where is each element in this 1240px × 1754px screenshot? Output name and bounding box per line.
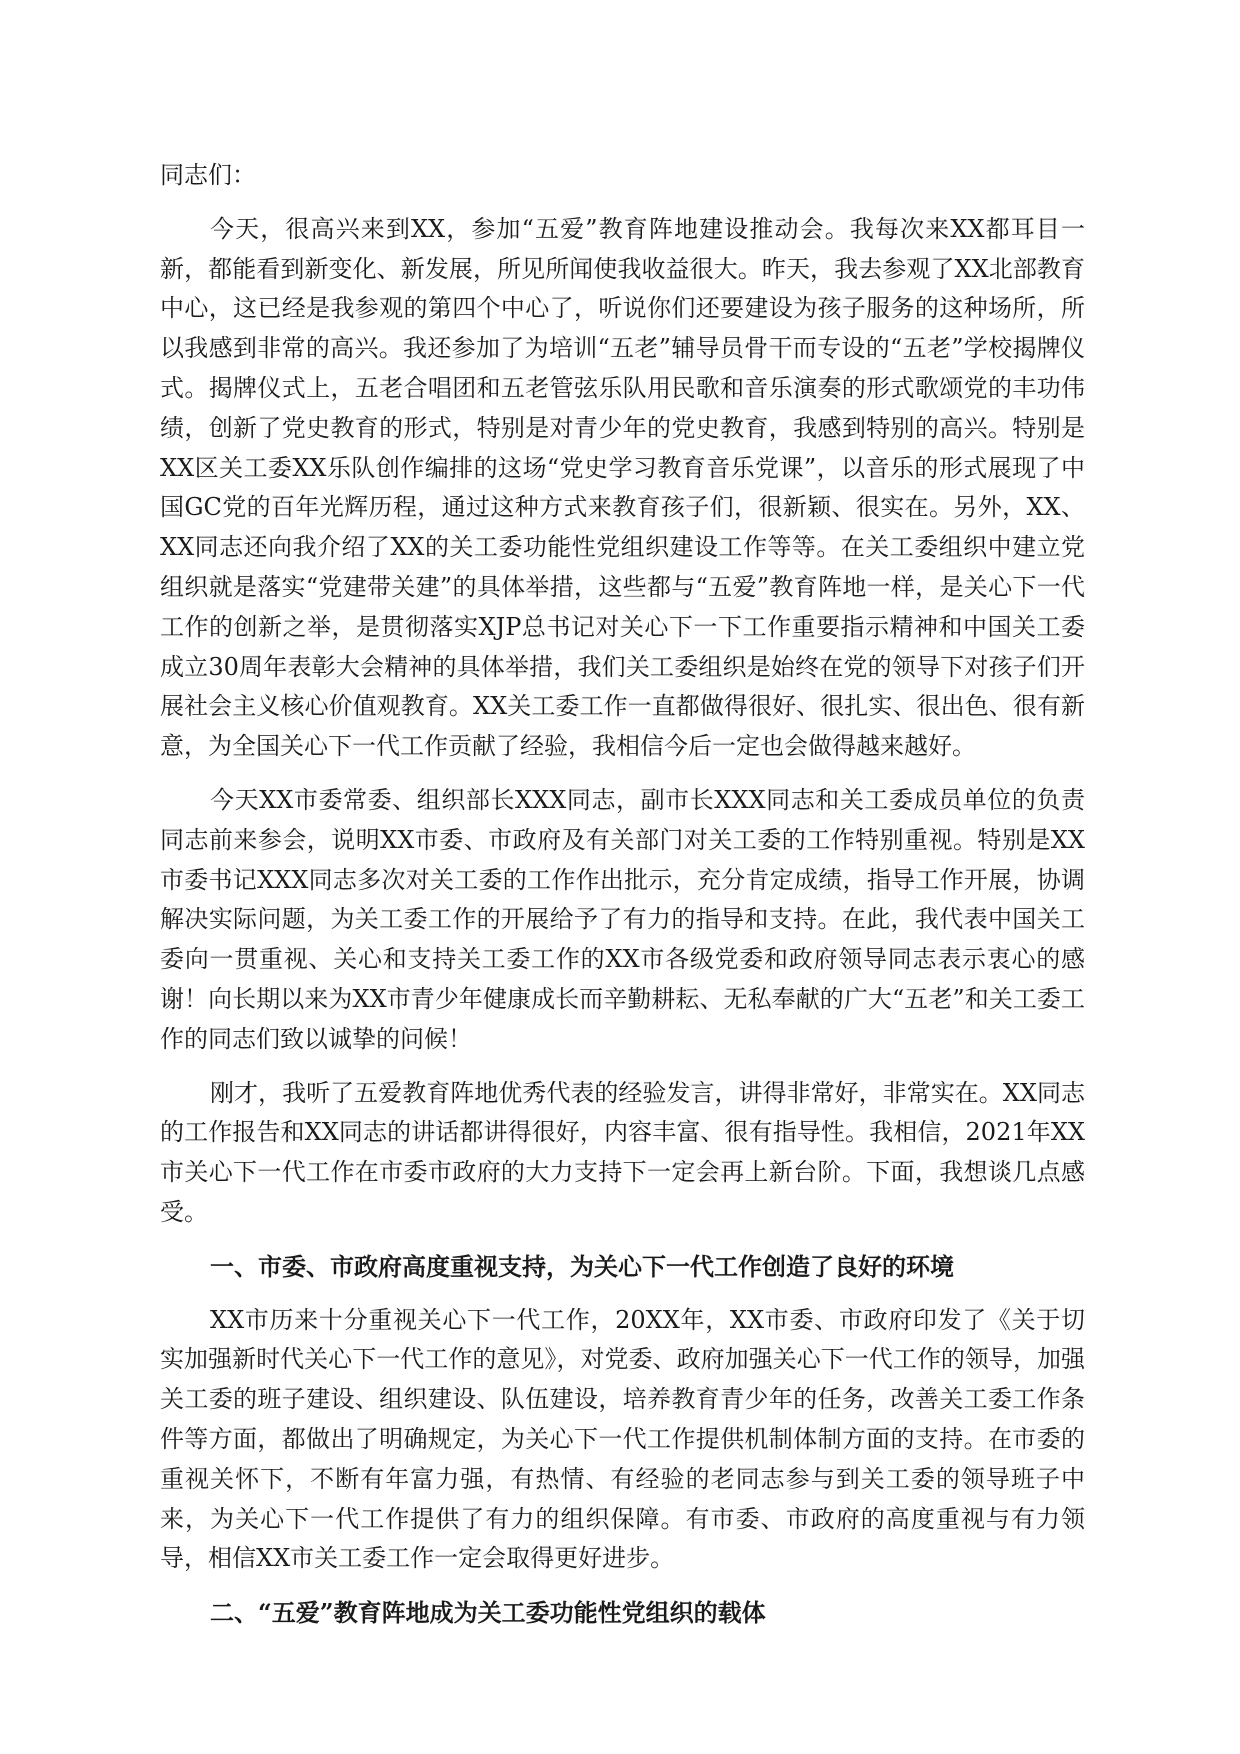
document-body: [160, 156, 1085, 1647]
salutation: 同志们：: [160, 161, 256, 189]
paragraph-3: 刚才，我听了五爱教育阵地优秀代表的经验发言，讲得非常好，非常实在。XX同志的工作报告和XX同志的讲话都讲得很好，内容丰富、很有指导性。我相信，2021年XX市关心下一代工作在市委市政府的大力支持下一定会再上新台阶。下面，我想谈几点感受。: [160, 1078, 1085, 1226]
paragraph-2: 今天XX市委常委、组织部长XXX同志，副市长XXX同志和关工委成员单位的负责同志前来参会，说明XX市委、市政府及有关部门对关工委的工作特别重视。特别是XX市委书记XXX同志多次对关工委的工作作出批示，充分肯定成绩，指导工作开展，协调解决实际问题，为关工委工作的开展给予了有力的指导和支持。在此，我代表中国关工委向一贯重视、关心和支持关工委工作的XX市各级党委和政府领导同志表示衷心的感谢！向长期以来为XX市青少年健康成长而辛勤耕耘、无私奉献的广大“五老”和关工委工作的同志们致以诚挚的问候！: [160, 785, 1085, 1053]
section-heading-1: 一、市委、市政府高度重视支持，为关心下一代工作创造了良好的环境: [210, 1251, 954, 1281]
paragraph-4: XX市历来十分重视关心下一代工作，20XX年，XX市委、市政府印发了《关于切实加强新时代关心下一代工作的意见》，对党委、政府加强关心下一代工作的领导，加强关工委的班子建设、组织建设、队伍建设，培养教育青少年的任务，改善关工委工作条件等方面，都做出了明确规定，为关心下一代工作提供机制体制方面的支持。在市委的重视关怀下，不断有年富力强，有热情、有经验的老同志参与到关工委的领导班子中来，为关心下一代工作提供了有力的组织保障。有市委、市政府的高度重视与有力领导，相信XX市关工委工作一定会取得更好进步。: [160, 1305, 1085, 1573]
paragraph-1: 今天，很高兴来到XX，参加“五爱”教育阵地建设推动会。我每次来XX都耳目一新，都能看到新变化、新发展，所见所闻使我收益很大。昨天，我去参观了XX北部教育中心，这已经是我参观的第四个中心了，听说你们还要建设为孩子服务的这种场所，所以我感到非常的高兴。我还参加了为培训“五老”辅导员骨干而专设的“五老”学校揭牌仪式。揭牌仪式上，五老合唱团和五老管弦乐队用民歌和音乐演奏的形式歌颂党的丰功伟绩，创新了党史教育的形式，特别是对青少年的党史教育，我感到特别的高兴。特别是XX区关工委XX乐队创作编排的这场“党史学习教育音乐党课”，以音乐的形式展现了中国GC党的百年光辉历程，通过这种方式来教育孩子们，很新颖、很实在。另外，XX、XX同志还向我介绍了XX的关工委功能性党组织建设工作等等。在关工委组织中建立党组织就是落实“党建带关建”的具体举措，这些都与“五爱”教育阵地一样，是关心下一代工作的创新之举，是贯彻落实XJP总书记对关心下一下工作重要指示精神和中国关工委成立30周年表彰大会精神的具体举措，我们关工委组织是始终在党的领导下对孩子们开展社会主义核心价值观教育。XX关工委工作一直都做得很好、很扎实、很出色、很有新意，为全国关心下一代工作贡献了经验，我相信今后一定也会做得越来越好。: [160, 214, 1085, 761]
section-heading-2: 二、“五爱”教育阵地成为关工委功能性党组织的载体: [210, 1598, 766, 1628]
